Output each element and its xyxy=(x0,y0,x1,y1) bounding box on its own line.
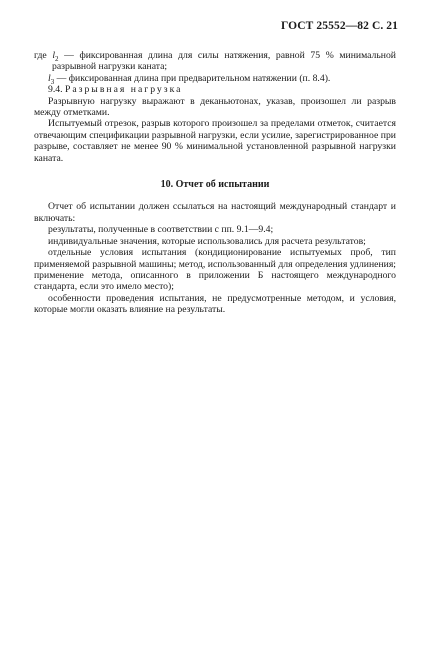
subscript-2: 2 xyxy=(55,54,59,63)
report-item-features: особенности проведения испытания, не предусмотренные методом, и условия, которые могли оказать влияние на результаты. xyxy=(34,292,396,316)
definition-prefix: где xyxy=(34,50,53,61)
report-item-results: результаты, полученные в соответствии с пп. 9.1—9.4; xyxy=(48,224,274,236)
section-10-title: 10. Отчет об испытании xyxy=(160,179,270,191)
variable-l3: l xyxy=(48,72,51,84)
subscript-3: 3 xyxy=(50,77,55,86)
definition-l3-text: — фиксированная длина при предварительном натяжении (п. 8.4). xyxy=(54,72,331,84)
report-intro: Отчет об испытании должен ссылаться на настоящий международный стандарт и включать: xyxy=(34,201,396,224)
variable-l2: l xyxy=(52,50,56,61)
page-content xyxy=(34,50,396,316)
definition-l3 xyxy=(34,73,396,84)
report-item-conditions: отдельные условия испытания (кондиционирование испытуемых проб, тип применяемой разрывной машины; метод, использованный для определения удлинения; применение метода, описанного в приложении Б настоящего международного стандарта, если это имело место); xyxy=(34,247,396,293)
definition-l2-text: — фиксированная длина для силы натяжения, равной 75 % минимальной разрывной нагрузки каната; xyxy=(52,50,396,73)
paragraph-test-piece: Испытуемый отрезок, разрыв которого произошел за пределами отметок, считается отвечающим спецификации разрывной нагрузки, если усилие, зарегистрированное при разрыве, составляет не менее 90 % минимальной установленной разрывной нагрузки каната. xyxy=(34,118,396,164)
page-header: ГОСТ 25552—82 С. 21 xyxy=(280,20,398,32)
section-number: 9.4. xyxy=(48,84,65,96)
section-title: Разрывная нагрузка xyxy=(64,84,183,96)
definition-l2 xyxy=(34,50,396,73)
report-item-values: индивидуальные значения, которые использовались для расчета результатов; xyxy=(48,235,366,247)
paragraph-breaking-load: Разрывную нагрузку выражают в деканьютонах, указав, произошел ли разрыв между отметками. xyxy=(34,95,396,119)
section-9-4-heading xyxy=(34,84,396,95)
